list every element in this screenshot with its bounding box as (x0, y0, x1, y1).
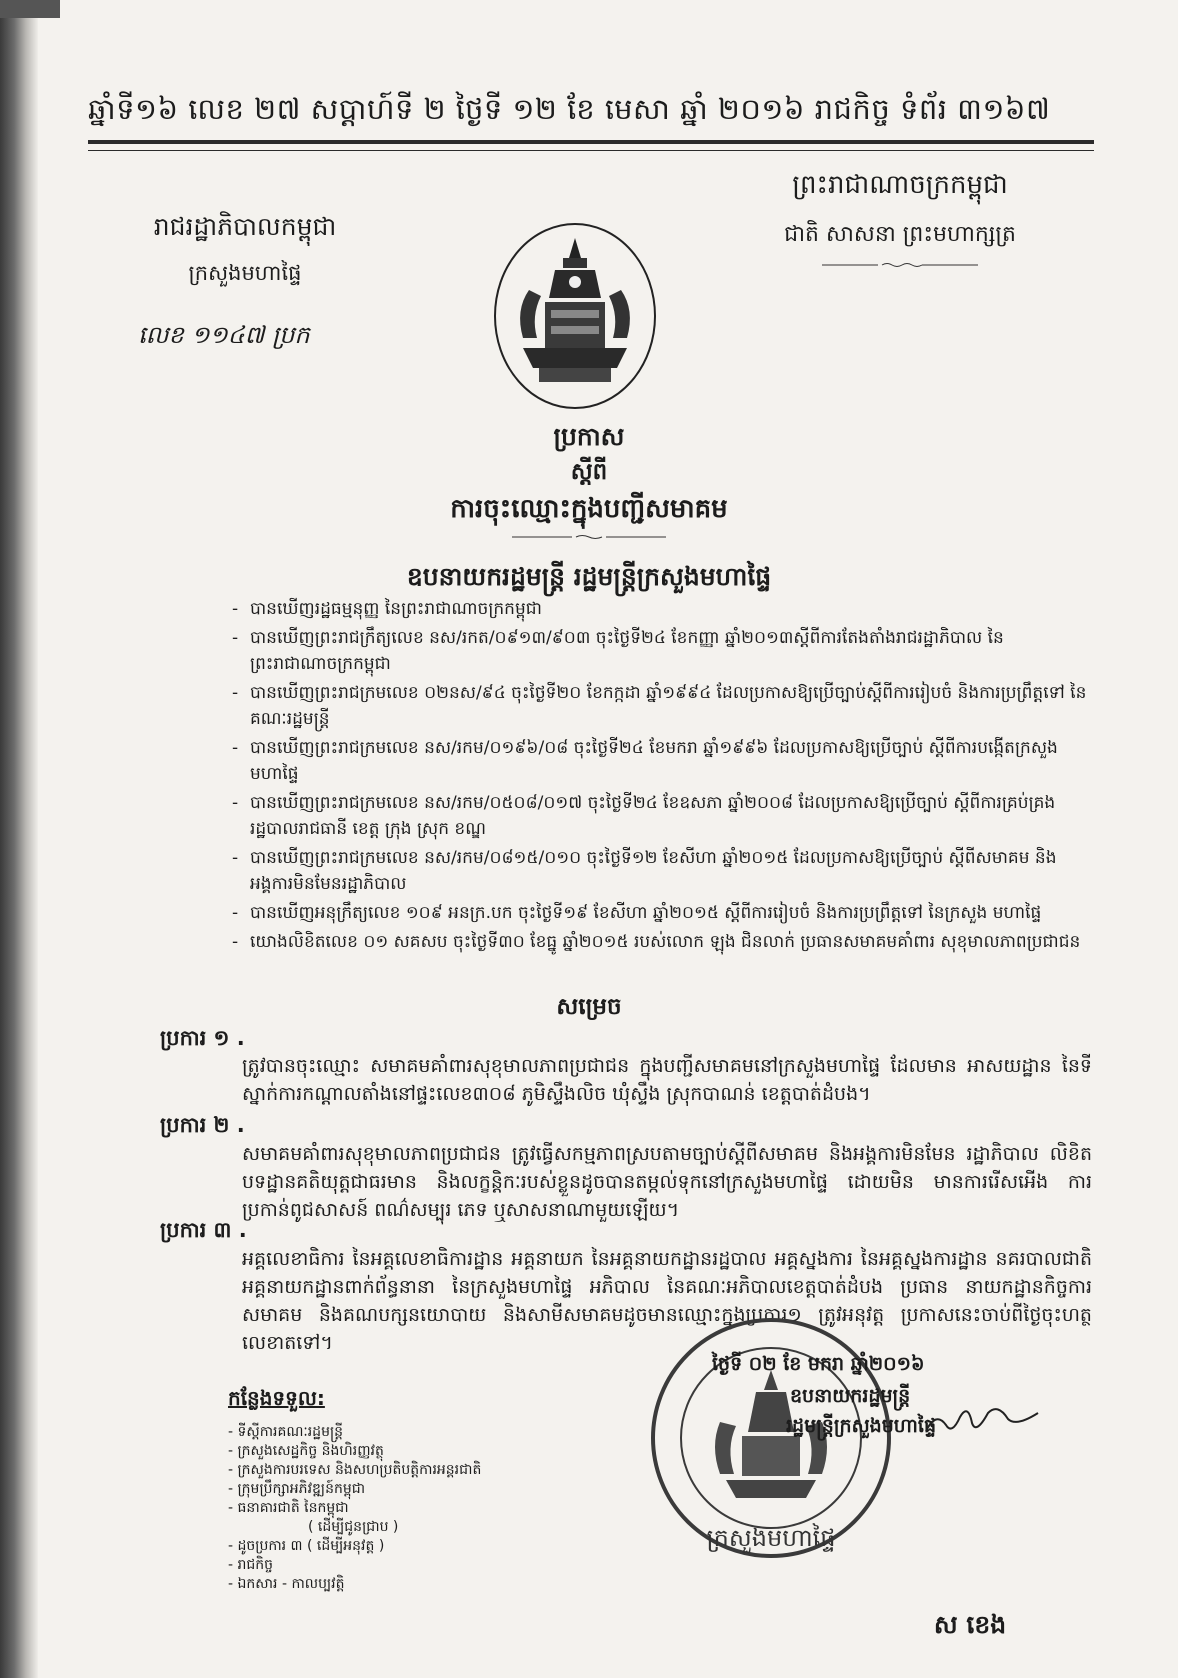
signer-name: ស ខេង (933, 1610, 1007, 1639)
recipient-item: - ក្រុមប្រឹក្សាអភិវឌ្ឍន៍កម្ពុជា (228, 1481, 366, 1497)
signer-title: ឧបនាយករដ្ឋមន្ត្រី រដ្ឋមន្ត្រីក្រសួងមហាផ្ទៃ (406, 562, 772, 591)
national-emblem-icon (489, 218, 661, 414)
header-rule-thin (88, 150, 1094, 151)
handwritten-signature-icon (922, 1403, 1042, 1443)
signer-position-1: ឧបនាយករដ្ឋមន្ត្រី (790, 1385, 911, 1407)
article-3-label: ប្រការ ៣ . (160, 1218, 247, 1242)
doc-regarding: ស្តីពី (570, 459, 608, 485)
recipient-item: - ធនាគារជាតិ នៃកម្ពុជា (228, 1500, 349, 1516)
scan-edge-shadow (0, 0, 38, 1678)
scan-corner-mark (0, 0, 60, 18)
recipient-item: - ទីស្តីការគណៈរដ្ឋមន្ត្រី (228, 1424, 344, 1440)
government-name: រាជរដ្ឋាភិបាលកម្ពុជា (153, 212, 337, 241)
motto-ornament (822, 262, 978, 268)
recipient-item: - ក្រសួងការបរទេស និងសហប្រតិបត្តិការអន្តរជាតិ (228, 1462, 482, 1478)
doc-subject: ការចុះឈ្មោះក្នុងបញ្ជីសមាគម (450, 494, 728, 524)
reference-item: - បានឃើញព្រះរាជក្រមលេខ នស/រកម/០៨១៥/០១០ ចុះថ្ងៃទី១២ ខែសីហា ឆ្នាំ២០១៥ ដែលប្រកាសឱ្យប្រើច្បាប់ ស្តីពីសមាគម និងអង្គការមិនមែនរដ្ឋាភិបាល (232, 845, 1092, 897)
recipient-item: - ក្រសួងសេដ្ឋកិច្ច និងហិរញ្ញវត្ថុ (228, 1443, 384, 1459)
reference-item: - យោងលិខិតលេខ ០១ សគសប ចុះថ្ងៃទី៣០ ខែធ្នូ ឆ្នាំ២០១៥ របស់លោក ឡុង ជិនលាក់ ប្រធានសមាគមគាំពារ សុខុមាលភាពប្រជាជន (232, 929, 1092, 955)
gazette-header: ឆ្នាំទី១៦ លេខ ២៧ សប្តាហ៍ទី ២ ថ្ងៃទី ១២ ខែ មេសា ឆ្នាំ ២០១៦ រាជកិច្ច ទំព័រ ៣១៦៧ (88, 92, 1051, 126)
title-separator (512, 534, 666, 540)
article-3-text: អគ្គលេខាធិការ នៃអគ្គលេខាធិការដ្ឋាន អគ្គនាយក នៃអគ្គនាយកដ្ឋានរដ្ឋបាល អគ្គស្នងការ នៃអគ្គស្នងការដ្ឋាន នគរបាលជាតិ អគ្គនាយកដ្ឋានពាក់ព័ន្ធនានា នៃក្រសួងមហាផ្ទៃ អភិបាល នៃគណៈអភិបាលខេត្តបាត់ដំបង ប្រធាន នាយកដ្ឋានកិច្ចការសមាគម និងគណបក្សនយោបាយ និងសាមីសមាគមដូចមានឈ្មោះក្នុងប្រការ១ ត្រូវអនុវត្ត ប្រកាសនេះចាប់ពីថ្ងៃចុះហត្ថលេខាតទៅ។ (242, 1248, 1092, 1354)
doc-type: ប្រកាស (553, 422, 625, 451)
reference-item: - បានឃើញព្រះរាជក្រមលេខ ០២នស/៩៤ ចុះថ្ងៃទី២០ ខែកក្កដា ឆ្នាំ១៩៩៤ ដែលប្រកាសឱ្យប្រើច្បាប់ស្តីពីការរៀបចំ និងការប្រព្រឹត្តទៅ នៃគណៈរដ្ឋមន្ត្រី (232, 680, 1092, 732)
reference-item: - បានឃើញអនុក្រឹត្យលេខ ១០៩ អនក្រ.បក ចុះថ្ងៃទី១៩ ខែសីហា ឆ្នាំ២០១៥ ស្តីពីការរៀបចំ និងការប្រព្រឹត្តទៅ នៃក្រសួង មហាផ្ទៃ (232, 900, 1092, 926)
article-2-text: សមាគមគាំពារសុខុមាលភាពប្រជាជន ត្រូវធ្វើសកម្មភាពស្របតាមច្បាប់ស្តីពីសមាគម និងអង្គការមិនមែន រដ្ឋាភិបាល លិខិតបទដ្ឋានគតិយុត្តជាធរមាន និងលក្ខន្តិកៈរបស់ខ្លួនដូចបានតម្កល់ទុកនៅក្រសួងមហាផ្ទៃ ដោយមិន មានការរើសអើង ការប្រកាន់ពូជសាសន៍ ពណ៌សម្បុរ ភេទ ឬសាសនាណាមួយឡើយ។ (242, 1143, 1092, 1221)
recipients-title: កន្លែងទទួល: (228, 1386, 325, 1410)
recipient-item: - ឯកសារ - កាលប្បវត្តិ (228, 1576, 345, 1592)
recipients-block (228, 1385, 578, 1594)
reference-item: - បានឃើញរដ្ឋធម្មនុញ្ញ នៃព្រះរាជាណាចក្រកម្ពុជា (232, 596, 1092, 622)
document-number: លេខ ១១៤៧ ប្រក (138, 321, 310, 349)
signer-position-2: រដ្ឋមន្ត្រីក្រសួងមហាផ្ទៃ (786, 1415, 937, 1437)
recipient-item: - រាជកិច្ច (228, 1557, 274, 1573)
reference-item: - បានឃើញព្រះរាជក្រមលេខ នស/រកម/០១៩៦/០៨ ចុះថ្ងៃទី២៤ ខែមករា ឆ្នាំ១៩៩៦ ដែលប្រកាសឱ្យប្រើច្បាប់ ស្តីពីការបង្កើតក្រសួងមហាផ្ទៃ (232, 735, 1092, 787)
reference-item: - បានឃើញព្រះរាជក្រឹត្យលេខ នស/រកត/០៩១៣/៩០៣ ចុះថ្ងៃទី២៤ ខែកញ្ញា ឆ្នាំ២០១៣ស្តីពីការតែងតាំងរាជរដ្ឋាភិបាល នៃព្រះរាជាណាចក្រកម្ពុជា (232, 625, 1092, 677)
reference-item: - បានឃើញព្រះរាជក្រមលេខ នស/រកម/០៥០៨/០១៧ ចុះថ្ងៃទី២៤ ខែឧសភា ឆ្នាំ២០០៨ ដែលប្រកាសឱ្យប្រើច្បាប់ ស្តីពីការគ្រប់គ្រងរដ្ឋបាលរាជធានី ខេត្ត ក្រុង ស្រុក ខណ្ឌ (232, 790, 1092, 842)
article-1-text: ត្រូវបានចុះឈ្មោះ សមាគមគាំពារសុខុមាលភាពប្រជាជន ក្នុងបញ្ជីសមាគមនៅក្រសួងមហាផ្ទៃ ដែលមាន អាសយដ្ឋាន នៃទីស្នាក់ការកណ្តាលតាំងនៅផ្ទះលេខ៣០៨ ភូមិស្ទឹងលិច ឃុំស្ទឹង ស្រុកបាណន់ ខេត្តបាត់ដំបង។ (242, 1055, 1092, 1105)
kingdom-name: ព្រះរាជាណាចក្រកម្ពុជា (792, 170, 1008, 200)
header-rule-thick (88, 140, 1094, 144)
recipient-item: ( ដើម្បីជូនជ្រាប ) (308, 1519, 399, 1535)
kingdom-motto: ជាតិ សាសនា ព្រះមហាក្សត្រ (784, 222, 1016, 247)
signature-date: ថ្ងៃទី ០២ ខែ មករា ឆ្នាំ២០១៦ (712, 1353, 925, 1375)
ministry-name: ក្រសួងមហាផ្ទៃ (188, 261, 302, 285)
seal-text: ក្រសួងមហាផ្ទៃ (706, 1524, 836, 1552)
article-2-label: ប្រការ ២ . (160, 1113, 245, 1137)
references-list (232, 596, 1092, 958)
recipient-item: - ដូចប្រការ ៣ ( ដើម្បីអនុវត្ត ) (228, 1538, 385, 1554)
decides-heading: សម្រេច (556, 994, 622, 1020)
article-1-label: ប្រការ ១ . (160, 1026, 245, 1050)
